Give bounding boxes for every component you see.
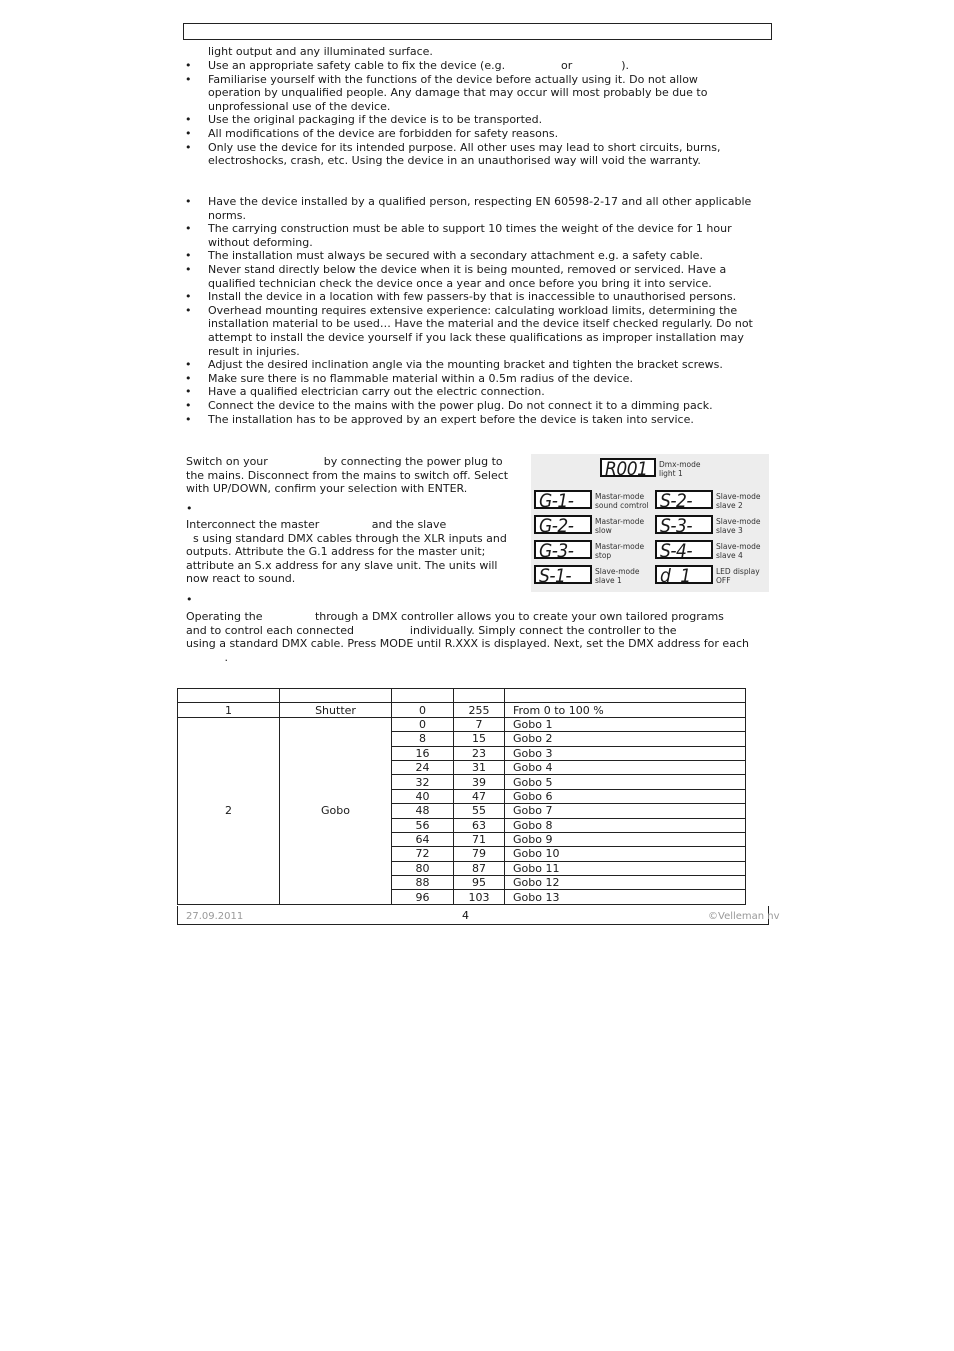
cell-desc: Gobo 13 [505,890,746,904]
list-item-line: • Use the original packaging if the device is to be transported. [208,113,543,127]
label-line: sound comtrol [595,501,649,510]
list-item-line: • All modifications of the device are forbidden for safety reasons. [208,126,559,140]
display-code-label [659,460,701,478]
text-line: now react to sound. [186,572,296,586]
cell-desc: Gobo 4 [505,760,746,774]
list-item [183,399,773,413]
list-item [183,222,773,249]
list-item-line: • The installation has to be approved by an expert before the device is taken into service. [208,412,694,426]
list-item-line: • Adjust the desired inclination angle via the mounting bracket and tighten the bracket screws. [208,358,723,372]
list-item-line: norms. [208,208,246,222]
cell-from: 56 [392,818,454,832]
text-line: attribute an S.x address for any slave unit. The units will [186,558,498,572]
text-line: outputs. Attribute the G.1 address for the master unit; [186,545,486,559]
display-code: S-3- [655,515,713,534]
list-item-line: unprofessional use of the device. [208,99,391,113]
list-item [183,304,773,358]
display-code: d 1 [655,565,713,584]
text-line: using a standard DMX cable. Press MODE until R.XXX is displayed. Next, set the DMX address for each [186,637,749,651]
page-number: 4 [462,909,469,922]
master-slave-text [186,518,521,586]
cell-to: 71 [454,832,505,846]
text-line: the mains. Disconnect from the mains to switch off. Select [186,468,509,482]
list-item-line: • Connect the device to the mains with the power plug. Do not connect it to a dimming pack. [208,398,713,412]
cell-from: 16 [392,746,454,760]
footer-date: 27.09.2011 [186,911,244,922]
cell-to: 31 [454,760,505,774]
table-header-row [178,689,746,703]
list-item-line: installation material to be used… Have the material and the device itself checked regularly. Do not [208,317,753,331]
cell-to: 15 [454,732,505,746]
display-code: G-1- [534,490,592,509]
cell-to: 87 [454,861,505,875]
label-line: stop [595,551,612,560]
display-code-label [716,517,760,535]
cell-from: 96 [392,890,454,904]
cell-from: 0 [392,717,454,731]
display-code: G-2- [534,515,592,534]
list-item-line: • Have a qualified electrician carry out the electric connection. [208,385,545,399]
dmx-control-text [186,610,776,664]
list-item-line: • Use an appropriate safety cable to fix the device (e.g. or ). [208,59,629,72]
label-line: Slave-mode [595,567,640,576]
list-item-line: without deforming. [208,235,313,249]
list-item [183,358,773,372]
label-line: OFF [716,576,731,585]
cell-from: 24 [392,760,454,774]
list-item-line: result in injuries. [208,344,300,358]
display-code-label [595,492,649,510]
text-line: s using standard DMX cables through the XLR inputs and [186,531,507,545]
display-code-label [716,492,760,510]
display-code-label [595,542,644,560]
cell-desc: Gobo 11 [505,861,746,875]
table-row: 1 Shutter 0 255 From 0 to 100 % [178,703,746,717]
cell-desc: Gobo 5 [505,775,746,789]
cell-to: 103 [454,890,505,904]
text-line: and to control each connected individually. Simply connect the controller to the [186,623,677,637]
cell-desc: Gobo 2 [505,732,746,746]
list-item [183,249,773,263]
cell-desc: Gobo 10 [505,847,746,861]
operation-switch-on-text [186,455,521,496]
bullet-mark: • [186,502,193,515]
label-line: slave 3 [716,526,743,535]
list-item-line: • Familiarise yourself with the functions of the device before actually using it. Do not allow [208,72,698,86]
label-line: Dmx-mode [659,460,701,469]
list-item-line: • Only use the device for its intended purpose. All other uses may lead to short circuits, burns, [208,140,721,154]
display-code-label [716,542,760,560]
display-code: R001 [600,458,656,477]
list-item [183,141,773,168]
cell-from: 8 [392,732,454,746]
channel-cell: 2 [178,717,280,904]
cell-to: 95 [454,876,505,890]
text-line: . [186,650,228,664]
display-code: G-3- [534,540,592,559]
cell-from: 40 [392,789,454,803]
list-item [183,113,773,127]
cell-desc: Gobo 7 [505,804,746,818]
dmx-channel-table [177,688,746,905]
cell-desc: Gobo 1 [505,717,746,731]
cell-from: 72 [392,847,454,861]
table-row [178,717,746,731]
list-item-line: attempt to install the device yourself if you lack these qualifications as improper installation may [208,330,744,344]
list-item [183,263,773,290]
cell-from: 32 [392,775,454,789]
list-item [183,195,773,222]
display-code-label [595,567,639,585]
label-line: Slave-mode [716,542,761,551]
header-box [183,23,772,40]
label-line: Slave-mode [716,517,761,526]
cell-to: 23 [454,746,505,760]
label-line: slave 4 [716,551,743,560]
display-code: S-2- [655,490,713,509]
list-item [183,59,773,73]
cell-to: 7 [454,717,505,731]
text-line: with UP/DOWN, confirm your selection with ENTER. [186,482,468,496]
cell-desc: Gobo 12 [505,876,746,890]
list-item-line: • Overhead mounting requires extensive experience: calculating workload limits, determining the [208,303,738,317]
label-line: slave 2 [716,501,743,510]
display-code-label [595,517,644,535]
label-line: Mastar-mode [595,517,645,526]
cell-from: 80 [392,861,454,875]
text-line: Switch on your by connecting the power plug to [186,455,503,468]
label-line: light 1 [659,469,683,478]
cell-to: 63 [454,818,505,832]
label-line: slow [595,526,612,535]
cell-desc: Gobo 8 [505,818,746,832]
bullet-mark: • [186,593,193,606]
list-item-line: operation by unqualified people. Any damage that may occur will most probably be due to [208,86,708,100]
text-line: Operating the through a DMX controller allows you to create your own tailored programs [186,610,724,623]
list-item [183,413,773,427]
cell-to: 55 [454,804,505,818]
list-item-line: • The installation must always be secured with a secondary attachment e.g. a safety cable. [208,249,703,263]
cell-from: 48 [392,804,454,818]
function-cell: Gobo [280,717,392,904]
list-item [183,73,773,114]
display-codes-figure [531,454,769,592]
label-line: Slave-mode [716,492,761,501]
list-item [183,372,773,386]
text-line: Interconnect the master and the slave [186,518,447,531]
label-line: slave 1 [595,576,622,585]
list-item [183,385,773,399]
cell-to: 79 [454,847,505,861]
label-line: Mastar-mode [595,542,645,551]
display-code: S-4- [655,540,713,559]
list-item-line: • Have the device installed by a qualified person, respecting EN 60598-2-17 and all other applicable [208,195,752,208]
safety-list [183,59,773,168]
cell-from: 64 [392,832,454,846]
list-item-line: • Never stand directly below the device when it is being mounted, removed or serviced. Have a [208,262,727,276]
list-item [183,127,773,141]
installation-list [183,195,773,426]
cell-desc: Gobo 9 [505,832,746,846]
label-line: LED display [716,567,760,576]
cell-desc: Gobo 3 [505,746,746,760]
display-code: S-1- [534,565,592,584]
list-item [183,290,773,304]
label-line: Mastar-mode [595,492,645,501]
list-item-line: qualified technician check the device once a year and once before you bring it into service. [208,276,712,290]
list-item-line: • Make sure there is no flammable material within a 0.5m radius of the device. [208,371,633,385]
cell-desc: Gobo 6 [505,789,746,803]
display-code-label [716,567,760,585]
list-item-line: electroshocks, crash, etc. Using the device in an unauthorised way will void the warranty. [208,154,701,168]
footer-copyright: ©Velleman nv [708,911,780,922]
cell-to: 39 [454,775,505,789]
continuation-line: light output and any illuminated surface. [208,45,433,58]
cell-to: 47 [454,789,505,803]
cell-from: 88 [392,876,454,890]
list-item-line: • Install the device in a location with few passers-by that is inaccessible to unauthorised persons. [208,290,737,304]
footer-box [177,906,769,925]
list-item-line: • The carrying construction must be able to support 10 times the weight of the device for 1 hour [208,222,732,236]
